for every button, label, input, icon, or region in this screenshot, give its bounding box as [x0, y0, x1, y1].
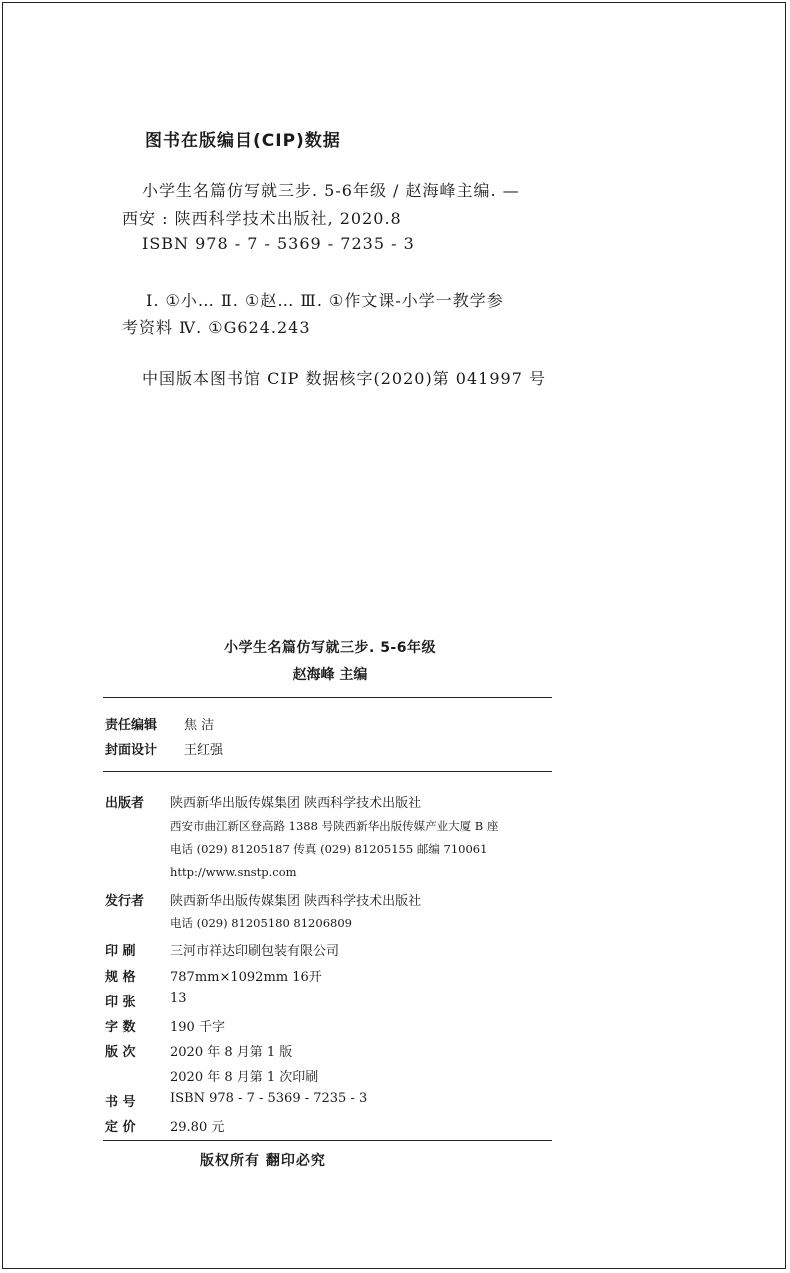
edition-label: 版 次: [105, 1045, 136, 1060]
publisher-phone: 电话 (029) 81205187 传真 (029) 81205155 邮编 710061: [170, 842, 488, 856]
price-label: 定 价: [105, 1120, 136, 1135]
edition-value: 2020 年 8 月第 1 版: [170, 1045, 293, 1060]
distributor-label: 发行者: [105, 894, 145, 909]
cip-line: 西安 : 陕西科学技术出版社, 2020.8: [122, 209, 402, 228]
cip-record-number: 中国版本图书馆 CIP 数据核字(2020)第 041997 号: [142, 369, 546, 388]
isbn-label: 书 号: [105, 1095, 136, 1110]
book-author: 赵海峰 主编: [292, 667, 368, 683]
cover-designer-value: 王红强: [184, 743, 224, 758]
word-count-value: 190 千字: [170, 1020, 225, 1035]
publisher-value: 陕西新华出版传媒集团 陕西科学技术出版社: [170, 796, 422, 811]
publisher-address: 西安市曲江新区登高路 1388 号陕西新华出版传媒产业大厦 B 座: [170, 819, 499, 833]
cover-designer-label: 封面设计: [105, 743, 158, 758]
sheets-label: 印 张: [105, 995, 136, 1010]
price-value: 29.80 元: [170, 1120, 225, 1135]
distributor-value: 陕西新华出版传媒集团 陕西科学技术出版社: [170, 894, 422, 909]
editor-value: 焦 洁: [184, 718, 215, 733]
word-count-label: 字 数: [105, 1020, 136, 1035]
publisher-label: 出版者: [105, 796, 145, 811]
printer-label: 印 刷: [105, 944, 136, 959]
format-value: 787mm×1092mm 16开: [170, 970, 322, 985]
cip-title: 图书在版编目(CIP)数据: [145, 131, 341, 151]
editor-label: 责任编辑: [105, 718, 158, 733]
sheets-value: 13: [170, 991, 187, 1006]
cip-isbn: ISBN 978 - 7 - 5369 - 7235 - 3: [142, 234, 415, 253]
divider: [103, 771, 552, 772]
divider: [103, 1140, 552, 1141]
cip-classification-cont: 考资料 Ⅳ. ①G624.243: [122, 318, 311, 337]
copyright-notice: 版权所有 翻印必究: [200, 1153, 326, 1169]
cip-classification: Ⅰ. ①小… Ⅱ. ①赵… Ⅲ. ①作文课-小学一教学参: [146, 291, 504, 310]
distributor-phone: 电话 (029) 81205180 81206809: [170, 916, 352, 930]
printer-value: 三河市祥达印刷包装有限公司: [170, 944, 340, 959]
format-label: 规 格: [105, 970, 136, 985]
isbn-value: ISBN 978 - 7 - 5369 - 7235 - 3: [170, 1091, 368, 1106]
cip-line: 小学生名篇仿写就三步. 5-6年级 / 赵海峰主编. —: [142, 181, 520, 200]
publisher-url: http://www.snstp.com: [170, 865, 297, 879]
printing-value: 2020 年 8 月第 1 次印刷: [170, 1070, 319, 1085]
book-title: 小学生名篇仿写就三步. 5-6年级: [224, 640, 436, 656]
divider: [103, 697, 552, 698]
